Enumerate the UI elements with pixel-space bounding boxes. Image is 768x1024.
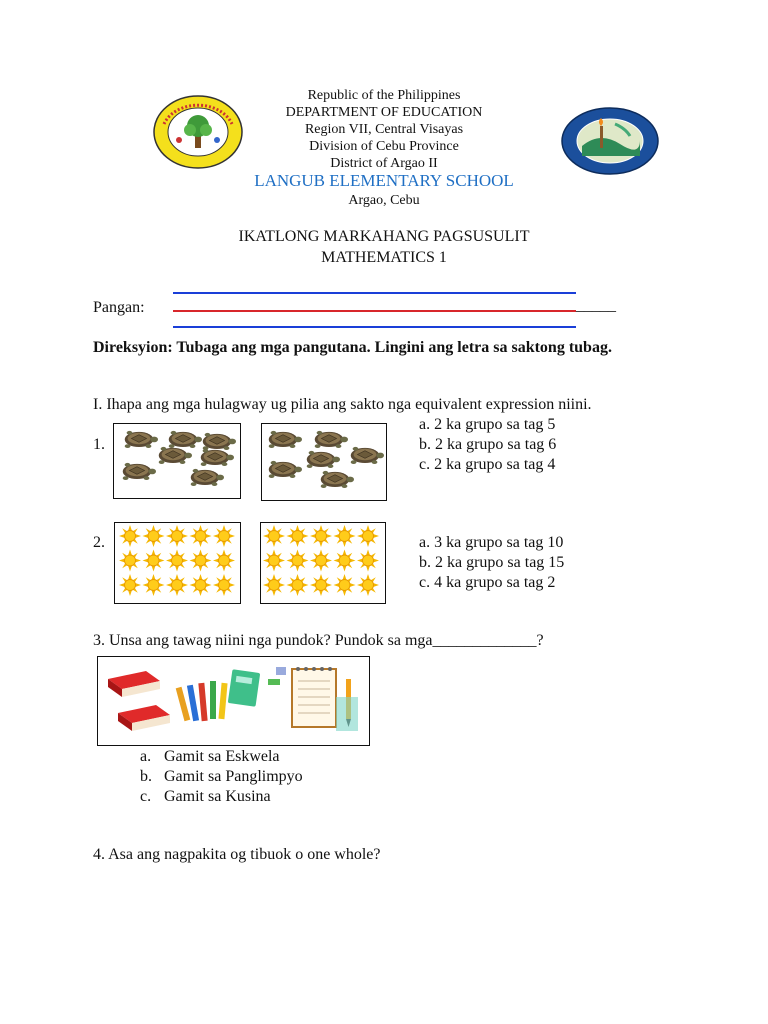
exam-subject: MATHEMATICS 1 (321, 249, 447, 266)
sun-icon (310, 574, 332, 596)
sun-icon (166, 525, 188, 547)
q2-number: 2. (93, 534, 105, 551)
sun-icon (310, 525, 332, 547)
pencil-icon (336, 679, 358, 731)
sun-icon (143, 525, 165, 547)
department-line: DEPARTMENT OF EDUCATION (285, 105, 483, 120)
q1-options (419, 415, 556, 475)
q3-option-a[interactable] (140, 747, 303, 767)
q3-option-a-letter: a. (140, 748, 152, 765)
sun-icon (357, 550, 379, 572)
name-line-top (173, 292, 576, 294)
q1-option-a[interactable]: a. 2 ka grupo sa tag 5 (419, 416, 556, 433)
sun-icon (213, 525, 235, 547)
q2-group-b-suns[interactable] (260, 522, 386, 604)
name-line-middle[interactable] (173, 310, 576, 312)
sun-icon (287, 525, 309, 547)
sun-icon (190, 525, 212, 547)
division-line: Division of Cebu Province (309, 139, 459, 154)
q2-option-c[interactable]: c. 4 ka grupo sa tag 2 (419, 574, 556, 591)
q2-options (419, 533, 564, 593)
sun-icon (213, 574, 235, 596)
q3-option-a-text: Gamit sa Eskwela (164, 748, 280, 765)
name-line-bottom (173, 326, 576, 328)
crayons-icon (176, 681, 228, 721)
q1-number: 1. (93, 436, 105, 453)
notepad-icon (292, 667, 336, 727)
q1-group-a-turtles[interactable] (113, 423, 241, 499)
district-line: District of Argao II (330, 156, 438, 171)
q3-option-b[interactable] (140, 767, 303, 787)
sun-icon (166, 574, 188, 596)
q3-question: 3. Unsa ang tawag niini nga pundok? Pundok sa mga_____________? (93, 632, 544, 649)
sun-icon (143, 550, 165, 572)
sun-icon (357, 525, 379, 547)
sun-icon (263, 574, 285, 596)
q2-option-b[interactable]: b. 2 ka grupo sa tag 15 (419, 554, 565, 571)
q1-group-b-turtles[interactable] (261, 423, 387, 501)
sun-icon (287, 550, 309, 572)
republic-line: Republic of the Philippines (307, 88, 461, 103)
sun-icon (190, 550, 212, 572)
book-icon (108, 671, 170, 731)
q3-option-b-letter: b. (140, 768, 152, 785)
sun-icon (143, 574, 165, 596)
q1-option-c[interactable]: c. 2 ka grupo sa tag 4 (419, 456, 556, 473)
sun-icon (287, 574, 309, 596)
section1-instruction: I. Ihapa ang mga hulagway ug pilia ang sakto nga equivalent expression niini. (93, 396, 592, 413)
school-location: Argao, Cebu (348, 193, 420, 208)
sun-icon (334, 525, 356, 547)
name-label: Pangan: (93, 299, 145, 316)
school-name: LANGUB ELEMENTARY SCHOOL (254, 171, 514, 190)
q3-option-b-text: Gamit sa Panglimpyo (164, 768, 303, 785)
q3-option-c-letter: c. (140, 788, 152, 805)
sun-icon (263, 525, 285, 547)
q3-option-c[interactable] (140, 787, 303, 807)
q1-option-b[interactable]: b. 2 ka grupo sa tag 6 (419, 436, 557, 453)
q3-option-c-text: Gamit sa Kusina (164, 788, 271, 805)
q4-question: 4. Asa ang nagpakita og tibuok o one whole? (93, 846, 381, 863)
directions: Direksyion: Tubaga ang mga pangutana. Lingini ang letra sa saktong tubag. (93, 339, 612, 356)
sun-icon (334, 574, 356, 596)
sun-icon (334, 550, 356, 572)
q3-school-supplies-image (97, 656, 370, 746)
sun-icon (119, 550, 141, 572)
q2-group-a-suns[interactable] (114, 522, 241, 604)
q3-options (140, 747, 303, 807)
sun-icon (119, 574, 141, 596)
sun-icon (310, 550, 332, 572)
exam-title: IKATLONG MARKAHANG PAGSUSULIT (238, 228, 530, 245)
sun-icon (166, 550, 188, 572)
sun-icon (213, 550, 235, 572)
sun-icon (190, 574, 212, 596)
name-trailing-blank: _____ (576, 297, 616, 314)
sun-icon (263, 550, 285, 572)
notebook-icon (228, 669, 260, 707)
sun-icon (119, 525, 141, 547)
region-line: Region VII, Central Visayas (304, 122, 464, 137)
q2-option-a[interactable]: a. 3 ka grupo sa tag 10 (419, 534, 564, 551)
sun-icon (357, 574, 379, 596)
